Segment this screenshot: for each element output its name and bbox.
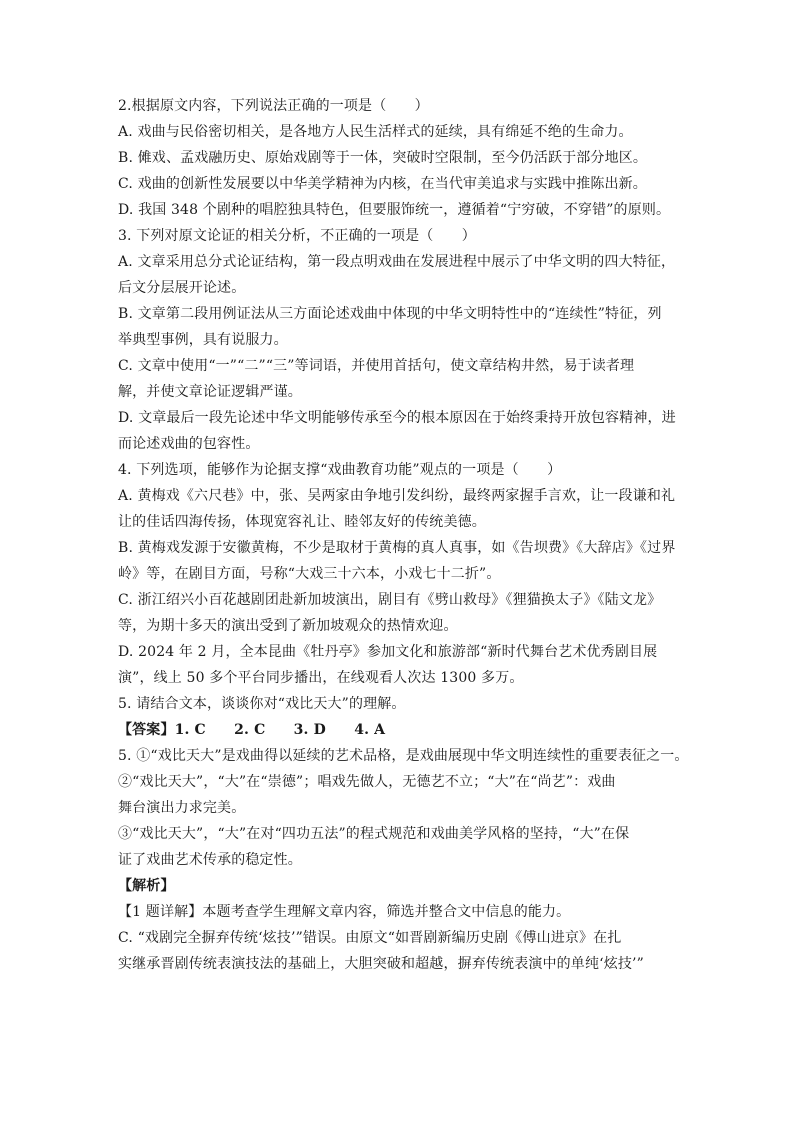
text-line: C. 文章中使用“一”“二”“三”等词语，并使用首括句，使文章结构井然，易于读者理 (118, 358, 635, 374)
text-line: 岭》等，在剧目方面，号称“大戏三十六本，小戏七十二折”。 (118, 566, 501, 582)
text-line: 4. 下列选项，能够作为论据支撑“戏曲教育功能”观点的一项是（ ） (118, 462, 562, 478)
text-line: A. 文章采用总分式论证结构，第一段点明戏曲在发展进程中展示了中华文明的四大特征， (118, 254, 676, 270)
text-line: 舞台演出力求完美。 (118, 800, 246, 816)
text-line: 实继承晋剧传统表演技法的基础上，大胆突破和超越，摒弃传统表演中的单纯‘炫技’” (118, 956, 644, 972)
text-line: 演”，线上 50 多个平台同步播出，在线观看人次达 1300 多万。 (118, 670, 524, 686)
text-line: 5. 请结合文本，谈谈你对“戏比天大”的理解。 (118, 696, 406, 712)
text-line: ②“戏比天大”，“大”在“崇德”；唱戏先做人，无德艺不立；“大”在“尚艺”：戏曲 (118, 774, 616, 790)
text-line: 等，为期十多天的演出受到了新加坡观众的热情欢迎。 (118, 618, 458, 634)
text-line: 2.根据原文内容，下列说法正确的一项是（ ） (118, 98, 429, 114)
text-line: B. 文章第二段用例证法从三方面论述戏曲中体现的中华文明特性中的“连续性”特征，列 (118, 306, 662, 322)
text-line: A. 戏曲与民俗密切相关，是各地方人民生活样式的延续，具有绵延不绝的生命力。 (118, 124, 633, 140)
text-line: C. 浙江绍兴小百花越剧团赴新加坡演出，剧目有《劈山救母》《狸猫换太子》《陆文龙》 (118, 592, 662, 608)
text-line: 【解析】 (118, 878, 175, 894)
text-line: 让的佳话四海传扬，体现宽容礼让、睦邻友好的传统美德。 (118, 514, 486, 530)
text-line: A. 黄梅戏《六尺巷》中，张、吴两家由争地引发纠纷，最终两家握手言欢，让一段谦和礼 (118, 488, 676, 504)
text-line: 而论述戏曲的包容性。 (118, 436, 260, 452)
text-line: D. 文章最后一段先论述中华文明能够传承至今的根本原因在于始终秉持开放包容精神，进 (118, 410, 676, 426)
text-line: C. 戏曲的创新性发展要以中华美学精神为内核，在当代审美追求与实践中推陈出新。 (118, 176, 647, 192)
text-line: 【1 题详解】本题考查学生理解文章内容，筛选并整合文中信息的能力。 (118, 904, 571, 920)
text-line: B. 傩戏、孟戏融历史、原始戏剧等于一体，突破时空限制，至今仍活跃于部分地区。 (118, 150, 648, 166)
text-line: 后文分层展开论述。 (118, 280, 246, 296)
text-line: D. 2024 年 2 月，全本昆曲《牡丹亭》参加文化和旅游部“新时代舞台艺术优秀剧目展 (118, 644, 658, 660)
text-line: 【答案】1. C 2. C 3. D 4. A (118, 722, 386, 738)
text-line: D. 我国 348 个剧种的唱腔独具特色，但要服饰统一，遵循着“宁穷破，不穿错”的原则。 (118, 202, 671, 218)
text-line: ③“戏比天大”，“大”在对“四功五法”的程式规范和戏曲美学风格的坚持，“大”在保 (118, 826, 630, 842)
text-line: 举典型事例，具有说服力。 (118, 332, 288, 348)
text-line: 解，并使文章论证逻辑严谨。 (118, 384, 302, 400)
text-line: 5. ①“戏比天大”是戏曲得以延续的艺术品格，是戏曲展现中华文明连续性的重要表征之一。 (118, 748, 689, 764)
text-line: 证了戏曲艺术传承的稳定性。 (118, 852, 302, 868)
text-line: C. “戏剧完全摒弃传统‘炫技’”错误。由原文“如晋剧新编历史剧《傅山进京》在扎 (118, 930, 622, 946)
document-page (118, 93, 689, 977)
text-line: 3. 下列对原文论证的相关分析，不正确的一项是（ ） (118, 228, 476, 244)
text-line: B. 黄梅戏发源于安徽黄梅，不少是取材于黄梅的真人真事，如《告坝费》《大辞店》《过界 (118, 540, 676, 556)
